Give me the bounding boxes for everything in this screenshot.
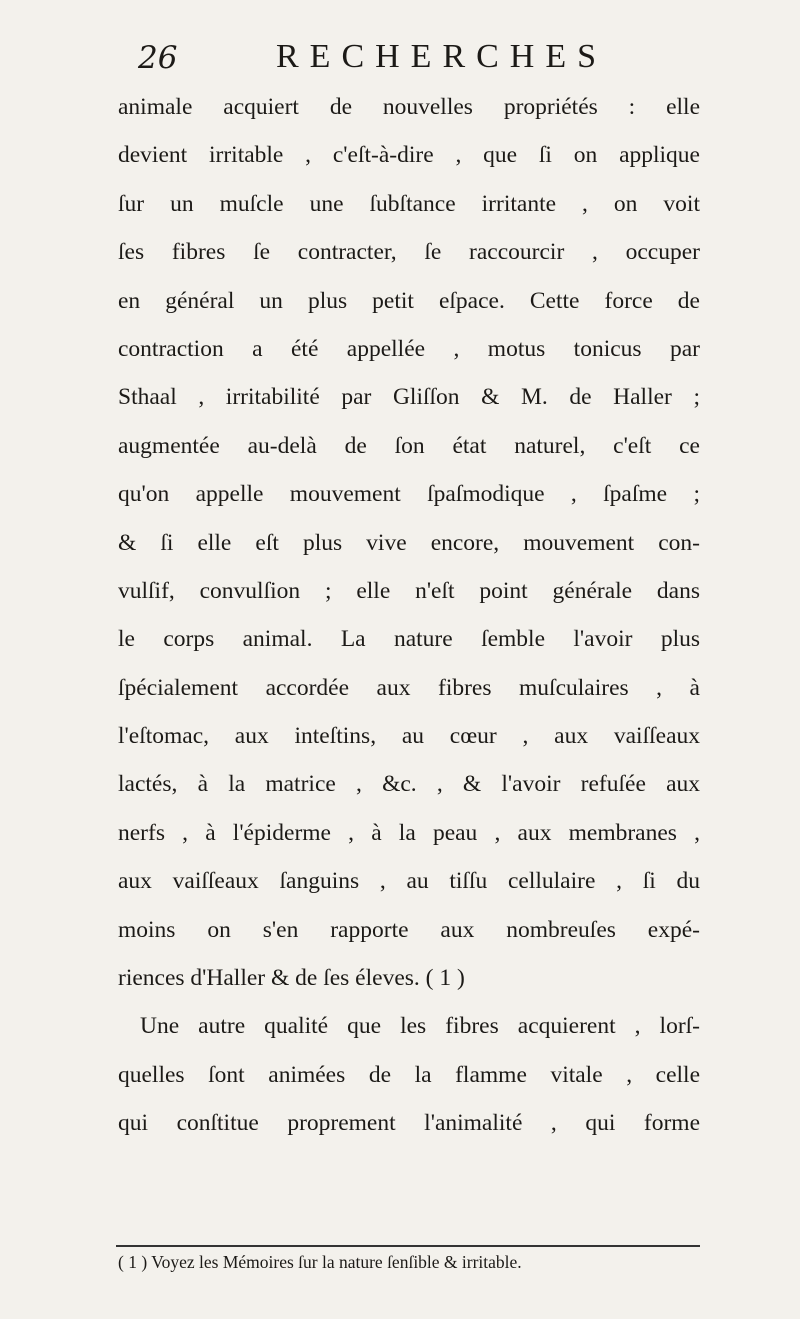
text-line: augmentée au-delà de ſon état naturel, c'eſt ce	[118, 432, 700, 459]
page-header	[138, 38, 678, 88]
text-line: contraction a été appellée , motus tonicus par	[118, 335, 700, 362]
text-line: riences d'Haller & de ſes éleves. ( 1 )	[118, 965, 465, 992]
text-line: animale acquiert de nouvelles propriétés : elle	[118, 94, 700, 120]
text-line: nerfs , à l'épiderme , à la peau , aux membranes ,	[118, 819, 700, 846]
text-line: aux vaiſſeaux ſanguins , au tiſſu cellulaire , ſi du	[118, 868, 700, 895]
text-line: quelles ſont animées de la flamme vitale , celle	[118, 1061, 700, 1088]
text-line: moins on s'en rapporte aux nombreuſes expé-	[118, 916, 700, 943]
page-number: 26	[138, 40, 178, 76]
text-line: qu'on appelle mouvement ſpaſmodique , ſpaſme ;	[118, 481, 700, 508]
text-line: ſur un muſcle une ſubſtance irritante , on voit	[118, 190, 700, 217]
text-line: vulſif, convulſion ; elle n'eſt point générale dans	[118, 577, 700, 604]
text-line: & ſi elle eſt plus vive encore, mouvement con-	[118, 529, 700, 556]
footnote-divider	[116, 1245, 700, 1247]
text-line: le corps animal. La nature ſemble l'avoir plus	[118, 626, 700, 653]
text-line: lactés, à la matrice , &c. , & l'avoir refuſée aux	[118, 771, 700, 798]
text-line: ſes fibres ſe contracter, ſe raccourcir , occuper	[118, 239, 700, 266]
text-line: en général un plus petit eſpace. Cette force de	[118, 287, 700, 314]
footnote: ( 1 ) Voyez les Mémoires ſur la nature ſenſible & irritable.	[118, 1252, 522, 1272]
text-line: l'eſtomac, aux inteſtins, au cœur , aux vaiſſeaux	[118, 723, 700, 750]
text-line: Sthaal , irritabilité par Gliſſon & M. de Haller ;	[118, 384, 700, 411]
main-text	[118, 83, 700, 1148]
text-line: Une autre qualité que les fibres acquierent , lorſ-	[140, 1013, 700, 1040]
running-head: RECHERCHES	[276, 38, 608, 75]
text-line: qui conſtitue proprement l'animalité , qui forme	[118, 1110, 700, 1137]
text-line: devient irritable , c'eſt-à-dire , que ſi on applique	[118, 142, 700, 169]
text-line: ſpécialement accordée aux fibres muſculaires , à	[118, 674, 700, 701]
